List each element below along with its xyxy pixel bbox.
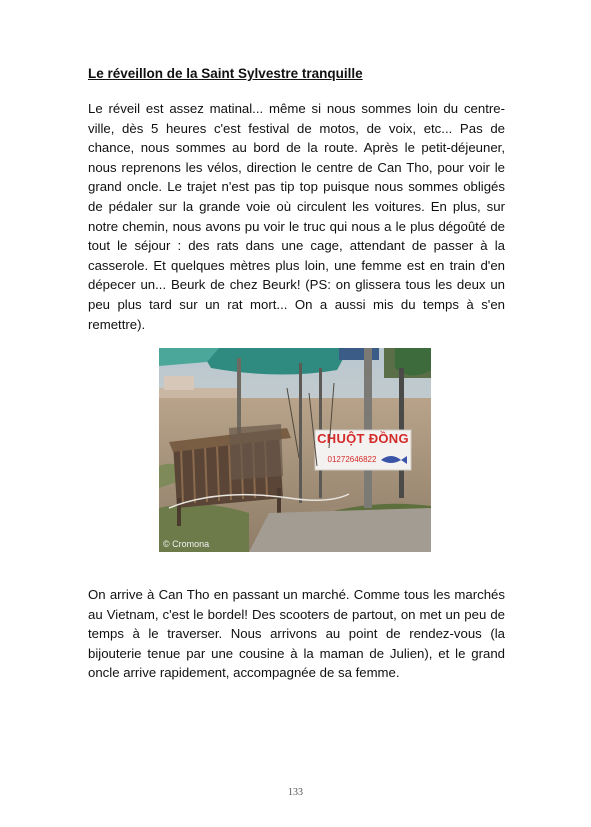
section-heading: Le réveillon de la Saint Sylvestre tranquille [88,66,363,81]
paragraph-2: On arrive à Can Tho en passant un marché. Comme tous les marchés au Vietnam, c'est le bordel! Des scooters de partout, on met un peu de temps à le traverser. Nous arrivons au point de rendez-vous (la bijouterie tenue par une cousine à la maman de Julien), et le grand oncle arrive rapidement, accompagnée de sa femme. [88,587,505,681]
paragraph-1: Le réveil est assez matinal... même si nous sommes loin du centre-ville, dès 5 heures c'est festival de motos, de voix, etc... Pas de chance, nous sommes au bord de la route. Après le petit-déjeuner, nous reprenons les vélos, direction le centre de Can Tho, pour voir le grand oncle. Le trajet n'est pas tip top puisque nous sommes obligés de pédaler sur la grande voie où circulent les voitures. En plus, sur notre chemin, nous avons pu voir le truc qui nous a le plus dégoûté de tout le séjour : des rats dans une cage, attendant de passer à la casserole. Et quelques mètres plus loin, une femme est en train d'en dépecer un... Beurk de chez Beurk! (PS: on glissera tous les deux un peu plus tard sur un rat mort... On a aussi mis du temps à s'en remettre). [88,101,505,332]
copyright-icon: © [163,539,170,549]
rat-cage-photo [159,348,431,552]
sign-title: CHUỘT ĐỒNG [317,431,409,446]
page-number: 133 [288,787,303,798]
photo-watermark: © Cromona [163,539,210,549]
sign-phone: 01272646822 [327,455,377,464]
